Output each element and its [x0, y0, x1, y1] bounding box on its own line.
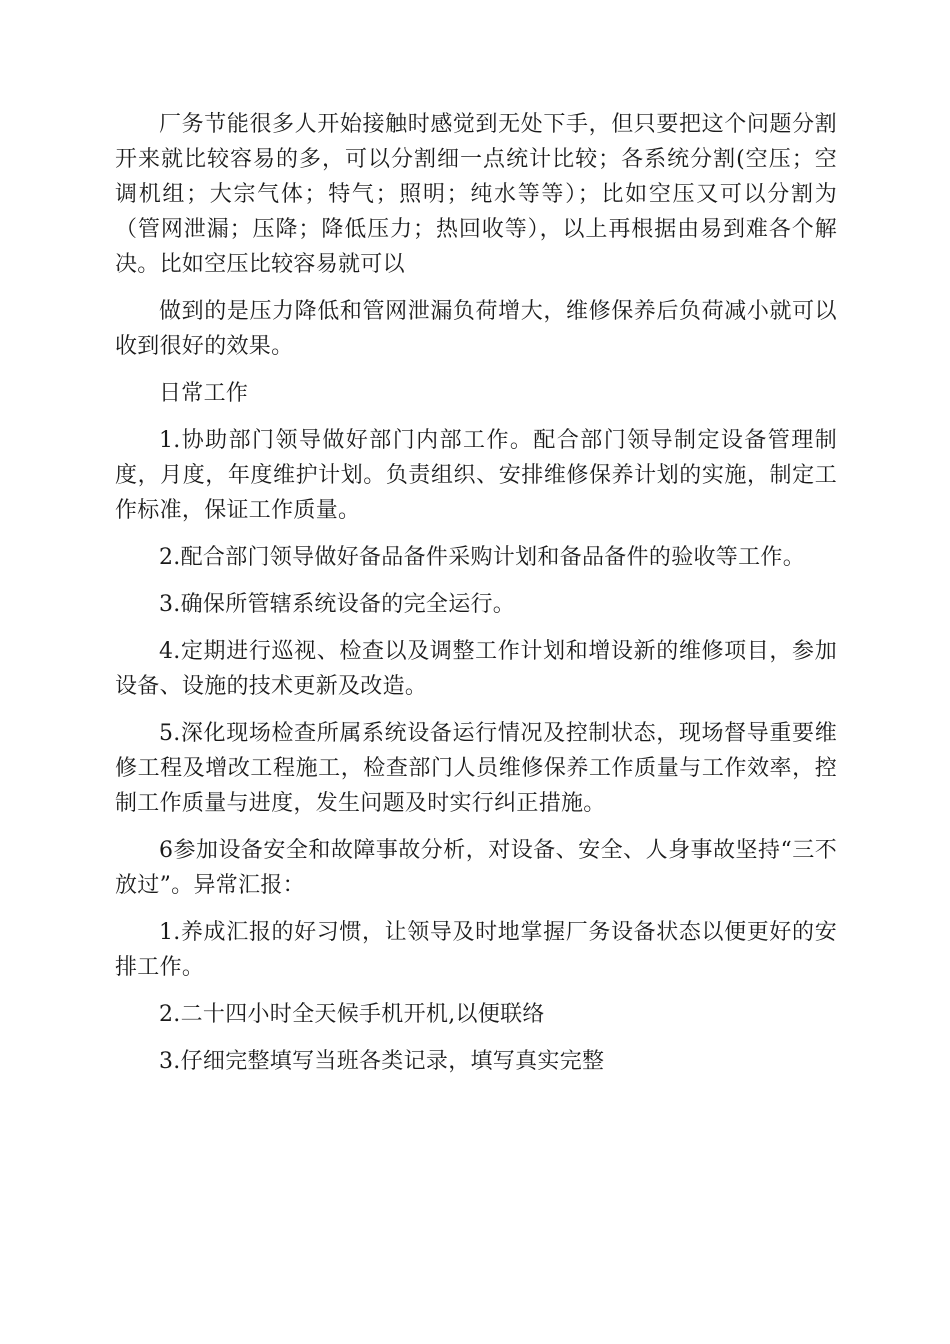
- list-item-3: 3.确保所管辖系统设备的完全运行。: [159, 592, 516, 617]
- list-item-4: 4.定期进行巡视、检查以及调整工作计划和增设新的维修项目，参加设备、设施的技术更新及改造。: [115, 639, 837, 699]
- list-item-2: 2.配合部门领导做好备品备件采购计划和备品备件的验收等工作。: [159, 545, 805, 570]
- report-item-3: 3.仔细完整填写当班各类记录，填写真实完整: [159, 1049, 605, 1074]
- paragraph-intro: 厂务节能很多人开始接触时感觉到无处下手，但只要把这个问题分割开来就比较容易的多，可以分割细一点统计比较；各系统分割(空压；空调机组；大宗气体；特气；照明；纯水等等）；比如空压又可以分割为（管网泄漏；压降；降低压力；热回收等），以上再根据由易到难各个解决。比如空压比较容易就可以: [115, 112, 837, 277]
- list-item-6: 6参加设备安全和故障事故分析，对设备、安全、人身事故坚持“三不放过”。异常汇报：: [115, 838, 837, 898]
- paragraph-intro-continued: 做到的是压力降低和管网泄漏负荷增大，维修保养后负荷减小就可以收到很好的效果。: [115, 299, 837, 359]
- section-heading-daily-work: 日常工作: [159, 381, 249, 406]
- document-body: [115, 107, 837, 1091]
- report-item-1: 1.养成汇报的好习惯，让领导及时地掌握厂务设备状态以便更好的安排工作。: [115, 920, 837, 980]
- list-item-1: 1.协助部门领导做好部门内部工作。配合部门领导制定设备管理制度，月度，年度维护计划。负责组织、安排维修保养计划的实施，制定工作标准，保证工作质量。: [115, 428, 837, 523]
- report-item-2: 2.二十四小时全天候手机开机,以便联络: [159, 1002, 545, 1027]
- list-item-5: 5.深化现场检查所属系统设备运行情况及控制状态，现场督导重要维修工程及增改工程施工，检查部门人员维修保养工作质量与工作效率，控制工作质量与进度，发生问题及时实行纠正措施。: [115, 721, 837, 816]
